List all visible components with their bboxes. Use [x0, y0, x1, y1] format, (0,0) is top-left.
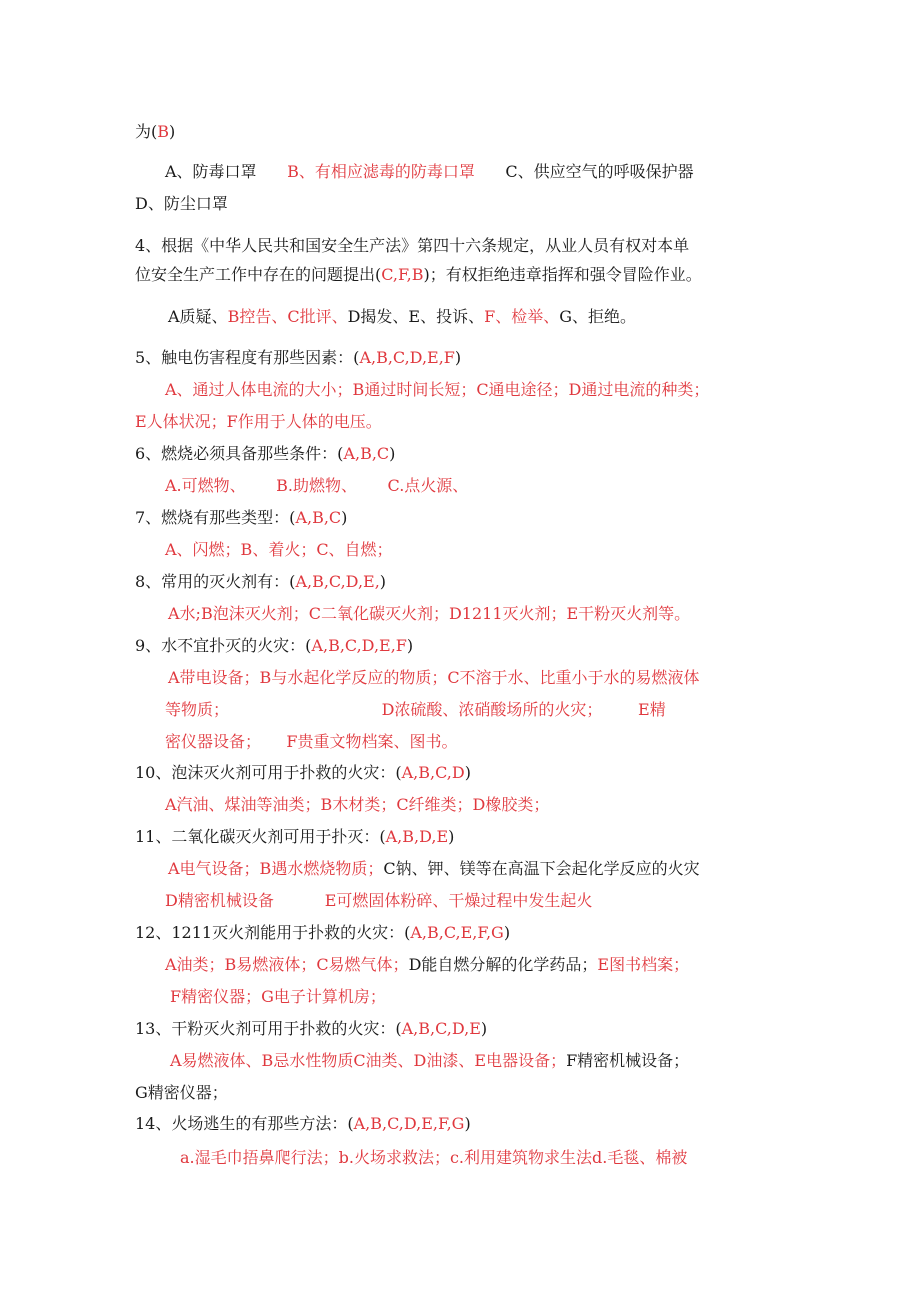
line-q5-answer-2	[135, 412, 382, 432]
answer-text: A、通过人体电流的大小；B通过时间长短；C通电途径；D通过电流的种类；	[165, 380, 710, 399]
question-text: C、供应空气的呼吸保护器	[474, 162, 694, 181]
line-q11-question	[135, 827, 454, 847]
line-q4-options	[168, 307, 636, 327]
line-q14-question	[135, 1114, 471, 1134]
question-text: 6、燃烧必须具备那些条件：(	[135, 444, 344, 463]
line-q4-question	[135, 236, 689, 256]
answer-text: A汽油、煤油等油类；B木材类；C纤维类；D橡胶类；	[165, 795, 550, 814]
answer-text: E人体状况；F作用于人体的电压。	[135, 412, 382, 431]
question-text: D揭发、E、投诉、	[347, 307, 485, 326]
question-text: 7、燃烧有那些类型：(	[135, 508, 296, 527]
question-text: A、防毒口罩	[165, 162, 288, 181]
answer-text: B、有相应滤毒的防毒口罩	[287, 162, 475, 181]
answer-text: A,B,D,E	[385, 827, 449, 846]
answer-text: F、检举、	[484, 307, 560, 326]
answer-text: A,B,C	[295, 508, 342, 527]
question-text: F精密机械设备；	[566, 1051, 690, 1070]
line-q11-answer-1	[168, 859, 700, 879]
line-q7-answer	[165, 540, 393, 560]
question-text: G、拒绝。	[559, 307, 636, 326]
answer-text: A电气设备；B遇水燃烧物质；	[168, 859, 384, 878]
question-text: 11、二氧化碳灭火剂可用于扑灭：(	[135, 827, 386, 846]
answer-text: 密仪器设备； F贵重文物档案、图书。	[165, 732, 458, 751]
line-q12-answer-2	[170, 987, 386, 1007]
question-text: )	[169, 122, 176, 141]
line-q14-answer	[180, 1148, 687, 1168]
answer-text: A,B,C,E,F,G	[410, 923, 504, 942]
question-text: )	[503, 923, 511, 942]
line-q10-question	[135, 763, 471, 783]
question-text: 13、干粉灭火剂可用于扑救的火灾：(	[135, 1019, 402, 1038]
answer-text: A,B,C	[343, 444, 390, 463]
line-q4-question-cont	[135, 265, 702, 285]
question-text: 12、1211灭火剂能用于扑救的火灾：(	[135, 923, 411, 942]
answer-text: A.可燃物、 B.助燃物、 C.点火源、	[165, 476, 469, 495]
question-text: )；有权拒绝违章指挥和强令冒险作业。	[423, 265, 702, 284]
line-q6-question	[135, 444, 395, 464]
answer-text: A水;B泡沫灭火剂；C二氧化碳灭火剂；D1211灭火剂；E干粉灭火剂等。	[168, 604, 691, 623]
question-text: )	[341, 508, 348, 527]
line-q7-question	[135, 508, 347, 528]
line-q13-answer-2	[135, 1083, 228, 1103]
answer-text: A,B,C,D,E,F	[311, 636, 407, 655]
question-text: 8、常用的灭火剂有：(	[135, 572, 296, 591]
question-text: C钠、钾、镁等在高温下会起化学反应的火灾	[383, 859, 700, 878]
line-q10-answer	[165, 795, 549, 815]
question-text: 9、水不宜扑灭的火灾：(	[135, 636, 312, 655]
question-text: 14、火场逃生的有那些方法：(	[135, 1114, 354, 1133]
question-text: 位安全生产工作中存在的问题提出(	[135, 265, 382, 284]
question-text: D能自燃分解的化学药品；	[408, 955, 598, 974]
line-q12-question	[135, 923, 510, 943]
answer-text: A,B,C,D	[401, 763, 465, 782]
answer-text: A,B,C,D,E,F,G	[353, 1114, 465, 1133]
answer-text: 等物质； D浓硫酸、浓硝酸场所的火灾； E精	[165, 700, 666, 719]
line-q3-options	[165, 162, 694, 182]
answer-text: a.湿毛巾捂鼻爬行法；b.火场求救法；c.利用建筑物求生法d.毛毯、棉被	[180, 1148, 688, 1167]
question-text: )	[406, 636, 414, 655]
line-q11-answer-2	[165, 891, 592, 911]
line-q9-answer-2	[165, 700, 666, 720]
line-q9-question	[135, 636, 413, 656]
line-q13-answer-1	[170, 1051, 689, 1071]
line-q5-question	[135, 348, 461, 368]
question-text: 5、触电伤害程度有那些因素：(	[135, 348, 360, 367]
question-text: )	[448, 827, 455, 846]
line-q9-answer-1	[168, 668, 700, 688]
question-text: 4、根据《中华人民共和国安全生产法》第四十六条规定，从业人员有权对本单	[135, 236, 690, 255]
question-text: )	[379, 572, 387, 591]
line-q8-question	[135, 572, 386, 592]
answer-text: A带电设备；B与水起化学反应的物质；C不溶于水、比重小于水的易燃液体	[168, 668, 700, 687]
question-text: )	[464, 1114, 471, 1133]
answer-text: A,B,C,D,E,	[295, 572, 380, 591]
answer-text: E图书档案；	[597, 955, 690, 974]
answer-text: B	[157, 122, 170, 141]
answer-text: A,B,C,D,E	[401, 1019, 481, 1038]
answer-text: B控告、C批评、	[227, 307, 348, 326]
line-q9-answer-3	[165, 732, 458, 752]
answer-text: A油类；B易燃液体；C易燃气体；	[165, 955, 409, 974]
question-text: 10、泡沫灭火剂可用于扑救的火灾：(	[135, 763, 402, 782]
question-text: D、防尘口罩	[135, 194, 228, 213]
line-q12-answer-1	[165, 955, 689, 975]
line-q5-answer-1	[165, 380, 709, 400]
line-q8-answer	[168, 604, 690, 624]
answer-text: F精密仪器；G电子计算机房；	[170, 987, 386, 1006]
answer-text: A易燃液体、B忌水性物质C油类、D油漆、E电器设备；	[170, 1051, 567, 1070]
line-q6-answer	[165, 476, 468, 496]
question-text: )	[389, 444, 396, 463]
question-text: A质疑、	[168, 307, 228, 326]
answer-text: C,F,B	[381, 265, 424, 284]
answer-text: A,B,C,D,E,F	[359, 348, 455, 367]
answer-text: A、闪燃；B、着火；C、自燃；	[165, 540, 393, 559]
answer-text: D精密机械设备 E可燃固体粉碎、干燥过程中发生起火	[165, 891, 593, 910]
question-text: 为(	[135, 122, 158, 141]
question-text: )	[454, 348, 462, 367]
line-q13-question	[135, 1019, 487, 1039]
question-text: G精密仪器；	[135, 1083, 228, 1102]
question-text: )	[464, 763, 471, 782]
line-q3-tail	[135, 122, 175, 142]
question-text: )	[480, 1019, 488, 1038]
line-q3-option-d	[135, 194, 228, 214]
